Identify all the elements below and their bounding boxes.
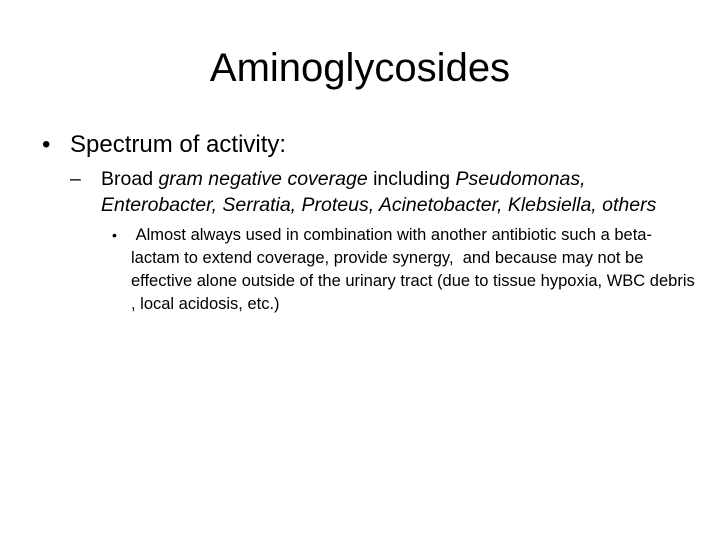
bullet-level-1-text: Spectrum of activity: [70, 131, 287, 158]
bullet-marker-small: • [112, 227, 117, 243]
bullet-marker: • [42, 131, 51, 158]
bullet-level-3 [101, 224, 700, 316]
bullet-level-3-text: Almost always used in combination with another antibiotic such a beta-lactam to extend coverage, provide synergy, and because may not be effective alone outside of the urinary tract (due to tissue hypoxia, WBC debris , local acidosis, etc.) [131, 226, 700, 313]
bullet-level-1 [36, 128, 696, 162]
dash-marker: – [70, 168, 81, 190]
bullet-level-2-text-part-3: including [367, 168, 456, 190]
slide-body [36, 128, 700, 316]
bullet-level-2-text-part-1: Broad [101, 168, 159, 190]
bullet-level-2-text-italic-1: gram negative coverage [158, 168, 368, 190]
bullet-level-2 [70, 166, 696, 218]
bullet-level-2-text-italic-2: Pseudomonas, Enterobacter, Serratia, Proteus, Acinetobacter, Klebsiella, others [101, 168, 657, 216]
slide-title: Aminoglycosides [209, 46, 511, 90]
